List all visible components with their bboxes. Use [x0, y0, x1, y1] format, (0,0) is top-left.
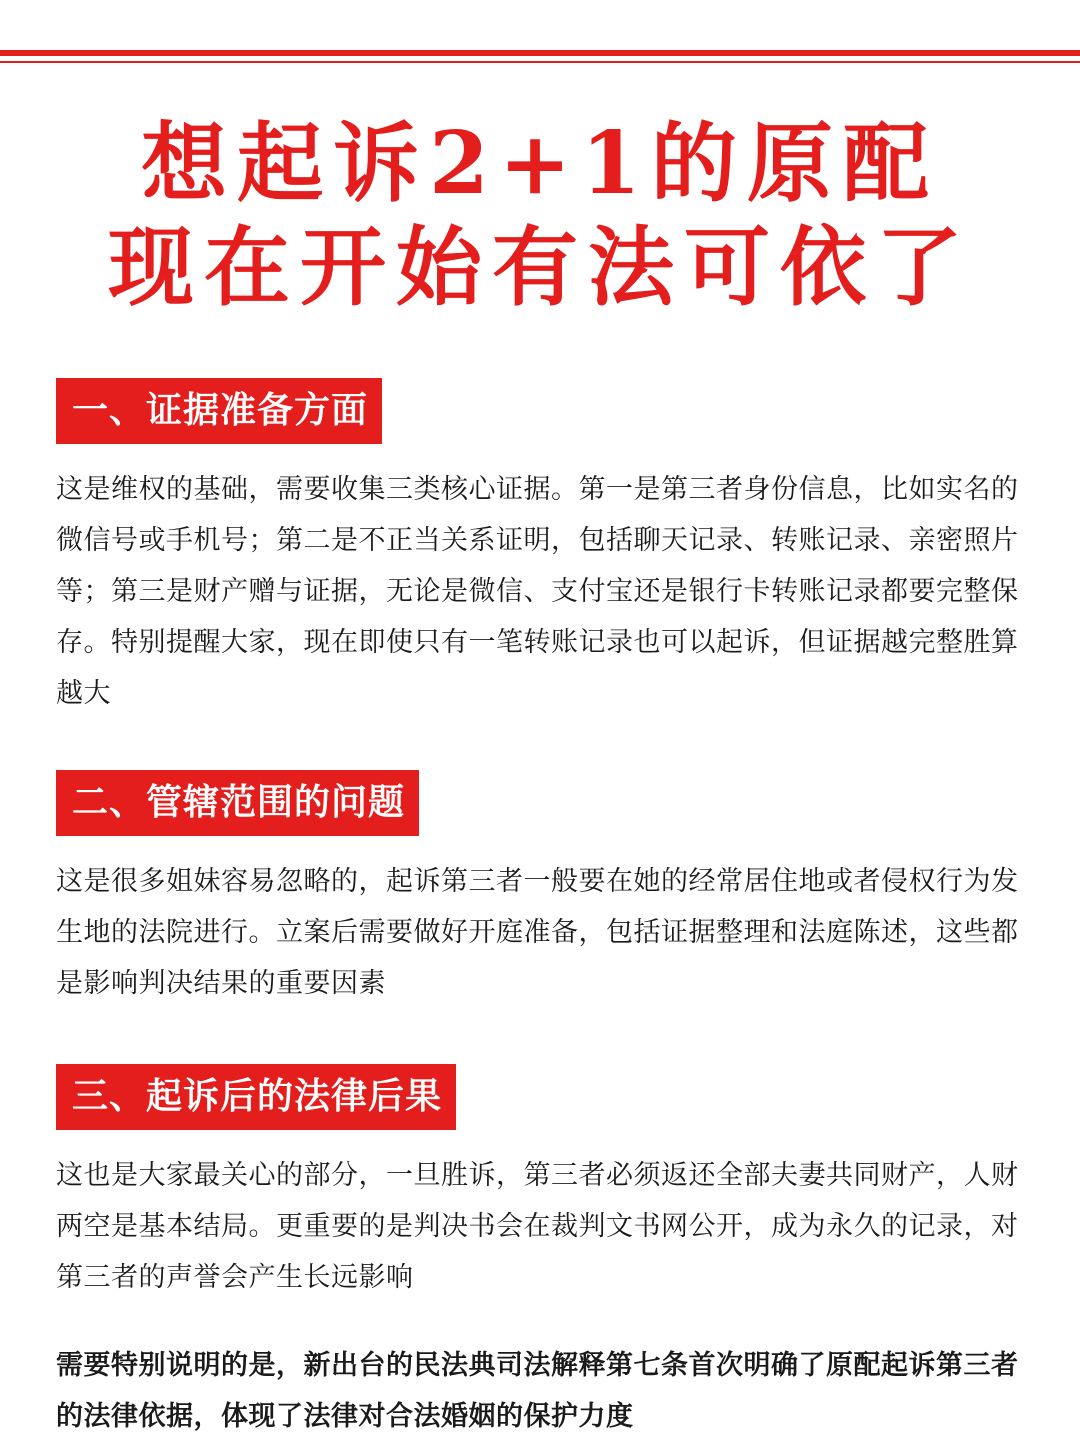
- top-rule-thick-line: [0, 50, 1080, 56]
- title-line-2: 现在开始有法可依了: [108, 217, 972, 318]
- page-title: [0, 112, 1080, 320]
- top-decorative-rule: [0, 50, 1080, 68]
- title-line-1: 想起诉2+1的原配: [141, 113, 939, 214]
- section-heading-jurisdiction: 二、管辖范围的问题: [56, 770, 419, 836]
- section-heading-consequences: 三、起诉后的法律后果: [56, 1064, 456, 1130]
- closing-note: 需要特别说明的是，新出台的民法典司法解释第七条首次明确了原配起诉第三者的法律依据，体现了法律对合法婚姻的保护力度: [56, 1350, 1019, 1432]
- section-body-evidence: 这是维权的基础，需要收集三类核心证据。第一是第三者身份信息，比如实名的微信号或手机号；第二是不正当关系证明，包括聊天记录、转账记录、亲密照片等；第三是财产赠与证据，无论是微信、支付宝还是银行卡转账记录都要完整保存。特别提醒大家，现在即使只有一笔转账记录也可以起诉，但证据越完整胜算越大: [56, 474, 1019, 709]
- section-evidence: [56, 378, 1028, 719]
- section-consequences: [56, 1064, 1028, 1303]
- section-jurisdiction: [56, 770, 1028, 1009]
- section-body-consequences: 这也是大家最关心的部分，一旦胜诉，第三者必须返还全部夫妻共同财产，人财两空是基本结局。更重要的是判决书会在裁判文书网公开，成为永久的记录，对第三者的声誉会产生长远影响: [56, 1160, 1019, 1293]
- top-rule-thin-line: [0, 61, 1080, 63]
- section-heading-evidence: 一、证据准备方面: [56, 378, 382, 444]
- section-body-jurisdiction: 这是很多姐妹容易忽略的，起诉第三者一般要在她的经常居住地或者侵权行为发生地的法院进行。立案后需要做好开庭准备，包括证据整理和法庭陈述，这些都是影响判决结果的重要因素: [56, 866, 1019, 999]
